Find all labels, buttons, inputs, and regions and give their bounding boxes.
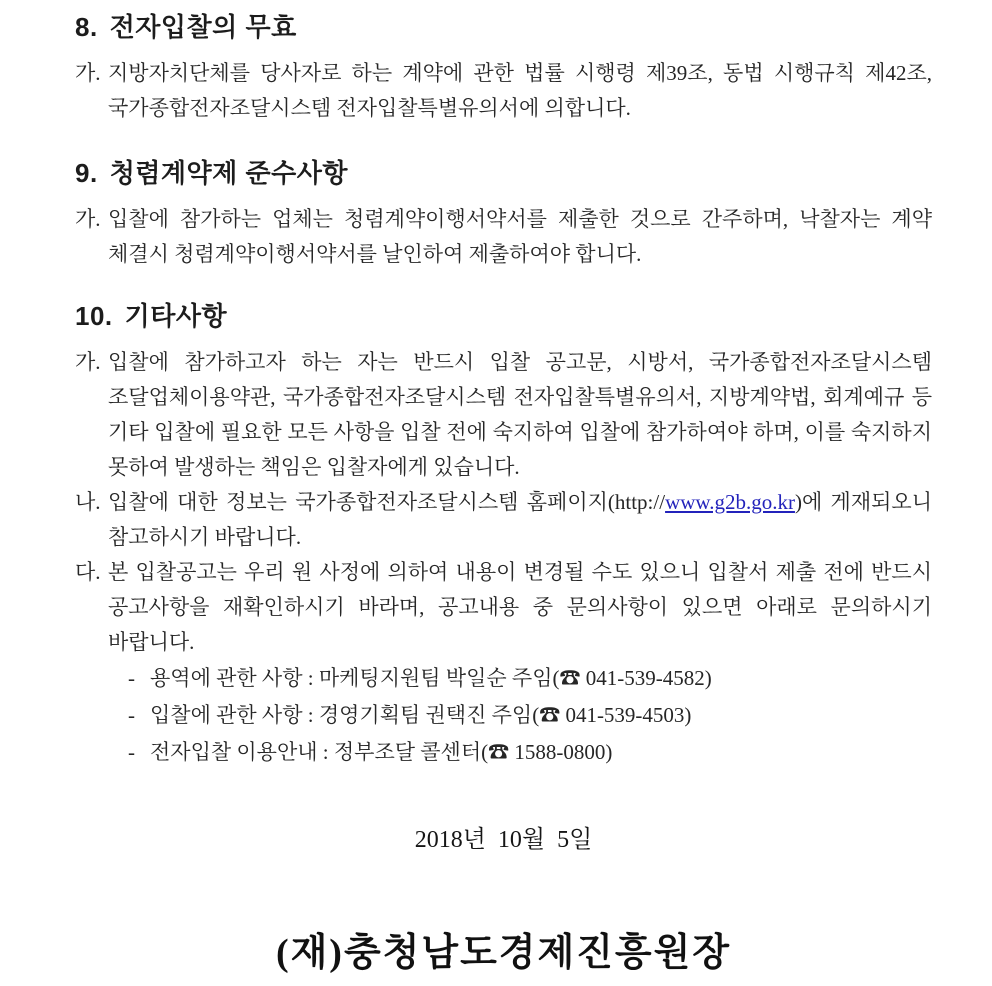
section-10 (75, 301, 932, 771)
item-marker: 가. (75, 61, 101, 85)
item-text: 지방자치단체를 당사자로 하는 계약에 관한 법률 시행령 제39조, 동법 시행규칙 제42조, 국가종합전자조달시스템 전자입찰특별유의서에 의합니다. (108, 61, 932, 120)
issuing-authority: (재)충청남도경제진흥원장 (275, 932, 732, 974)
section-8-heading (75, 12, 932, 42)
section-title: 전자입찰의 무효 (109, 12, 297, 42)
section-title: 청렴계약제 준수사항 (109, 158, 348, 188)
contact-text: 전자입찰 이용안내 : 정부조달 콜센터(☎ 1588-0800) (150, 740, 613, 764)
section-10-heading (75, 301, 932, 331)
contact-item-service (128, 660, 932, 697)
list-item (75, 56, 932, 126)
list-item (75, 485, 932, 555)
list-item (75, 555, 932, 660)
contact-text: 입찰에 관한 사항 : 경영기획팀 권택진 주임(☎ 041-539-4503) (150, 703, 692, 727)
item-marker: 나. (75, 490, 101, 514)
dash-marker: - (128, 740, 135, 764)
contact-list (128, 660, 932, 771)
item-marker: 다. (75, 560, 101, 584)
item-text: 입찰에 참가하는 업체는 청렴계약이행서약서를 제출한 것으로 간주하며, 낙찰자는 계약 체결시 청렴계약이행서약서를 날인하여 제출하여야 합니다. (108, 207, 932, 266)
dash-marker: - (128, 703, 135, 727)
contact-item-bidding (128, 697, 932, 734)
section-9 (75, 158, 932, 272)
dash-marker: - (128, 666, 135, 690)
item-text-before-link: 입찰에 대한 정보는 국가종합전자조달시스템 홈페이지(http:// (108, 490, 666, 514)
contact-item-callcenter (128, 734, 932, 771)
contact-text: 용역에 관한 사항 : 마케팅지원팀 박일순 주임(☎ 041-539-4582) (150, 666, 712, 690)
item-text: 입찰에 참가하고자 하는 자는 반드시 입찰 공고문, 시방서, 국가종합전자조달시스템 조달업체이용약관, 국가종합전자조달시스템 전자입찰특별유의서, 지방계약법, 회계예규 등 기타 입찰에 필요한 모든 사항을 입찰 전에 숙지하여 입찰에 참가하여야 하며, 이를 숙지하지 못하여 발생하는 책임은 입찰자에게 있습니다. (108, 350, 932, 479)
g2b-homepage-link[interactable]: www.g2b.go.kr (665, 490, 795, 514)
section-8 (75, 12, 932, 126)
item-text (108, 485, 932, 555)
item-text: 본 입찰공고는 우리 원 사정에 의하여 내용이 변경될 수도 있으니 입찰서 제출 전에 반드시 공고사항을 재확인하시기 바라며, 공고내용 중 문의사항이 있으면 아래로 문의하시기 바랍니다. (108, 560, 932, 654)
section-number: 8. (75, 12, 98, 42)
list-item (75, 202, 932, 272)
announcement-date: 2018년 10월 5일 (414, 827, 593, 853)
section-title: 기타사항 (124, 301, 228, 331)
item-marker: 가. (75, 350, 101, 374)
section-number: 10. (75, 301, 113, 331)
section-number: 9. (75, 158, 98, 188)
list-item (75, 345, 932, 485)
section-9-heading (75, 158, 932, 188)
item-text-after-link: )에 게재되오니 참고하시기 바랍니다. (108, 490, 932, 549)
item-marker: 가. (75, 207, 101, 231)
